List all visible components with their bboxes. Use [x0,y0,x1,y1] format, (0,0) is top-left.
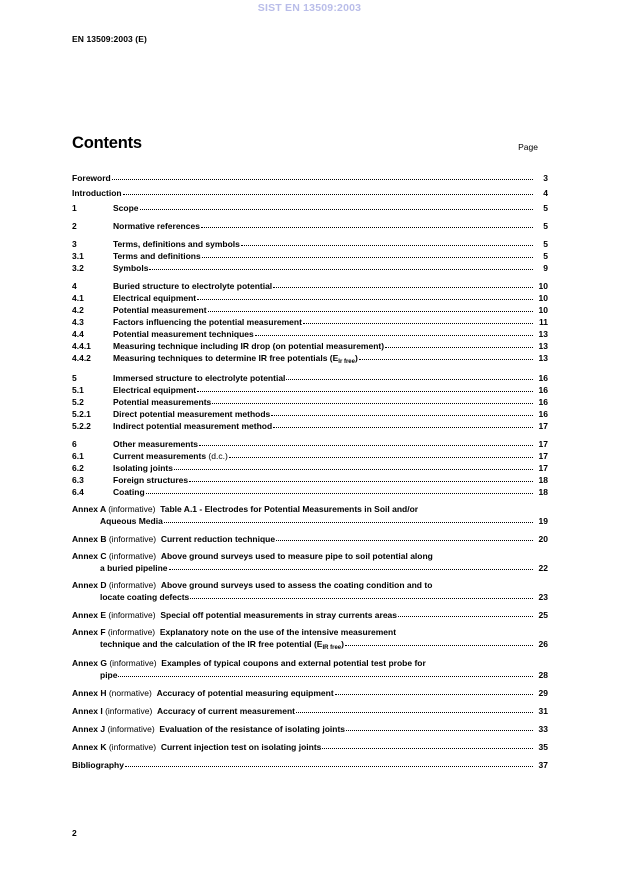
toc-entry[interactable] [72,280,548,292]
toc-entry-number: 5.2 [72,397,84,407]
toc-entry-label: Introduction [72,188,122,198]
toc-entry-label: Foreign structures [113,475,189,485]
toc-entry-label: Buried structure to electrolyte potential [113,281,273,291]
toc-page-number: 28 [538,670,548,680]
toc-entry-number: 4.4.2 [72,353,91,363]
dot-leader [146,486,533,495]
toc-entry-label: Direct potential measurement methods [113,409,271,419]
annex-kind: (normative) [108,688,157,698]
annex-title: Current reduction technique [160,534,276,544]
toc-page-number: 5 [543,251,548,261]
bibliography-label: Bibliography [72,760,124,770]
toc-entry[interactable] [72,384,548,396]
toc-entry-label: Immersed structure to electrolyte potential [113,373,286,383]
annex-name: Annex J [72,724,108,734]
dot-leader [345,638,533,647]
annex-title: Accuracy of current measurement [157,706,295,716]
annex-kind: (informative) [109,658,162,668]
toc-annex-entry[interactable] [72,658,548,681]
annex-title: Current injection test on isolating joints [160,742,322,752]
toc-page-number: 18 [538,487,548,497]
toc-entry-label: Potential measurement [113,305,207,315]
toc-entry-number: 6 [72,439,77,449]
toc-page-number: 5 [543,203,548,213]
toc-page-number: 13 [538,341,548,351]
dot-leader [335,687,533,696]
toc-entry[interactable] [72,187,548,199]
annex-title-line-2: technique and the calculation of the IR free potential $(E_{IR free})$ 26 [100,639,548,651]
toc-entry-number: 3.2 [72,263,84,273]
toc-page-number: 16 [538,397,548,407]
toc-page-number: 4 [543,188,548,198]
toc-page-number: 25 [538,610,548,620]
annex-name: Annex C [72,551,109,561]
toc-entry-number: 5.2.1 [72,409,91,419]
dot-leader [123,187,533,196]
toc-entry-label: Factors influencing the potential measurement [113,317,302,327]
toc-annex-entry[interactable] [72,705,548,717]
annex-kind: (informative) [105,706,158,716]
annex-kind: (informative) [108,504,161,514]
dot-leader [208,304,533,313]
toc-page-number: 17 [538,421,548,431]
toc-entry-label: Current measurements (d.c.) [113,451,228,461]
dot-leader [229,450,533,459]
dot-leader [303,316,533,325]
toc-page-number: 17 [538,451,548,461]
toc-page-number: 17 [538,463,548,473]
toc-entry-number: 5 [72,373,77,383]
annex-label [72,610,397,621]
footer-page-number: 2 [72,828,77,838]
annex-name: Annex E [72,610,109,620]
toc-page-number: 11 [539,317,548,327]
toc-annex-entry[interactable] [72,551,548,574]
dot-leader [199,438,533,447]
toc-entry[interactable] [72,352,548,366]
document-watermark: SIST EN 13509:2003 [257,2,362,14]
annex-name: Annex I [72,706,106,716]
annex-label [72,534,275,545]
annex-title: Accuracy of potential measuring equipment [156,688,334,698]
toc-page-number: 9 [543,263,548,273]
annex-name: Annex A [72,504,109,514]
dot-leader [359,352,533,361]
dot-leader [189,474,533,483]
dot-leader [276,533,533,542]
toc-entry-number: 5.1 [72,385,84,395]
toc-bibliography-entry[interactable] [72,759,548,771]
toc-entry-label: Electrical equipment [113,293,197,303]
toc-page-number: 26 [538,639,548,649]
toc-entry[interactable] [72,340,548,352]
annex-title-line-2: Aqueous Media 19 [100,516,548,526]
toc-page-number: 16 [538,385,548,395]
annex-title-line-1: Annex A (informative) Table A.1 - Electrodes for Potential Measurements in Soil and/or [72,504,419,514]
toc-entry-label: Measuring techniques to determine IR free potentials $(E_{Ir free})$ [113,353,358,365]
toc-entry-number: 6.2 [72,463,84,473]
toc-annex-entry[interactable] [72,741,548,753]
toc-entry-label: Foreword [72,173,111,183]
annex-label [72,724,345,735]
toc-entry-label: Potential measurement techniques [113,329,254,339]
dot-leader [174,462,533,471]
toc-entry[interactable] [72,450,548,462]
dot-leader [273,420,533,429]
toc-annex-entry[interactable] [72,627,548,652]
contents-heading-block [72,134,548,153]
annex-title-line-2: a buried pipeline 22 [100,563,548,573]
annex-title: Evaluation of the resistance of isolating joints [159,724,346,734]
annex-name: Annex B [72,534,109,544]
toc-annex-entry[interactable] [72,687,548,699]
page-column-header: Page [518,142,538,152]
toc-entry-label: Coating [113,487,145,497]
toc-entry-number: 1 [72,203,77,213]
toc-page-number: 10 [538,305,548,315]
dot-leader [169,562,533,571]
dot-leader [118,669,533,678]
toc-entry[interactable] [72,420,548,432]
annex-kind: (informative) [108,551,161,561]
toc-entry-number: 6.3 [72,475,84,485]
toc-entry[interactable] [72,372,548,384]
toc-entry[interactable] [72,304,548,316]
toc-entry-number: 6.1 [72,451,84,461]
toc-entry[interactable] [72,220,548,232]
toc-page-number: 13 [538,353,548,363]
toc-entry-number: 5.2.2 [72,421,91,431]
annex-label [72,688,334,699]
toc-page-number: 37 [538,760,548,770]
toc-annex-entry[interactable] [72,609,548,621]
dot-leader [346,723,533,732]
toc-annex-entry[interactable] [72,533,548,545]
toc-entry-label: Isolating joints [113,463,173,473]
toc-annex-entry[interactable] [72,580,548,603]
dot-leader [385,340,533,349]
annex-name: Annex G [72,658,110,668]
toc-page-number: 17 [538,439,548,449]
toc-entry-label: Normative references [113,221,200,231]
annex-name: Annex H [72,688,109,698]
toc-entry-label: Symbols [113,263,149,273]
toc-entry[interactable] [72,462,548,474]
toc-page-number: 18 [538,475,548,485]
page-title: Contents [72,134,142,152]
annex-title: Special off potential measurements in stray currents areas [160,610,398,620]
document-reference-header: EN 13509:2003 (E) [72,34,147,44]
annex-name: Annex F [72,627,108,637]
toc-annex-entry[interactable] [72,723,548,735]
toc-page-number: 33 [538,724,548,734]
dot-leader [112,172,533,181]
dot-leader [125,759,533,768]
toc-entry[interactable] [72,316,548,328]
dot-leader [140,202,533,211]
toc-entry-number: 3 [72,239,77,249]
annex-title-line-1: Annex F (informative) Explanatory note on the use of the intensive measurement [72,627,397,637]
dot-leader [322,741,533,750]
toc-entry-label: Scope [113,203,139,213]
toc-entry-label: Potential measurements [113,397,212,407]
annex-kind: (informative) [108,534,161,544]
dot-leader [197,384,533,393]
toc-page-number: 16 [538,373,548,383]
toc-page-number: 29 [538,688,548,698]
annex-title-line-1: Annex D (informative) Above ground surveys used to assess the coating condition and to [72,580,433,590]
dot-leader [212,396,533,405]
dot-leader [398,609,533,618]
toc-entry-label: Other measurements [113,439,199,449]
annex-name: Annex D [72,580,109,590]
toc-entry[interactable] [72,396,548,408]
toc-entry-number: 4.4 [72,329,84,339]
toc-page-number: 5 [543,239,548,249]
toc-entry[interactable] [72,328,548,340]
toc-entry-label: Terms, definitions and symbols [113,239,240,249]
toc-entry-number: 2 [72,221,77,231]
dot-leader [190,591,533,600]
annex-kind: (informative) [108,580,161,590]
dot-leader [286,372,533,381]
annex-title-line-2: pipe 28 [100,670,548,680]
toc-entry-label: Measuring technique including IR drop (on potential measurement) [113,341,385,351]
annex-title-line-1: Annex G (informative) Examples of typical coupons and external potential test probe for [72,658,426,668]
toc-entry-label: Terms and definitions [113,251,201,261]
toc-entry[interactable] [72,238,548,250]
toc-entry[interactable] [72,408,548,420]
dot-leader [197,292,533,301]
toc-page-number: 13 [538,329,548,339]
toc-entry[interactable] [72,250,548,262]
toc-page-number: 31 [538,706,548,716]
toc-entry[interactable] [72,202,548,214]
annex-name: Annex K [72,742,109,752]
toc-page-number: 19 [538,516,548,526]
dot-leader [255,328,533,337]
annex-title-line-1: Annex C (informative) Above ground surveys used to measure pipe to soil potential along [72,551,433,561]
toc-entry-number: 3.1 [72,251,84,261]
annex-kind: (informative) [108,610,161,620]
toc-entry[interactable] [72,486,548,498]
toc-page-number: 35 [538,742,548,752]
dot-leader [273,280,533,289]
annex-kind: (informative) [107,724,160,734]
toc-entry[interactable] [72,438,548,450]
toc-page-number: 5 [543,221,548,231]
toc-entry[interactable] [72,292,548,304]
annex-title-line-2: locate coating defects 23 [100,592,548,602]
toc-entry-number: 6.4 [72,487,84,497]
toc-entry-label: Indirect potential measurement method [113,421,273,431]
toc-entry-number: 4 [72,281,77,291]
dot-leader [241,238,533,247]
annex-label [72,706,295,717]
dot-leader [271,408,533,417]
table-of-contents [72,172,548,771]
toc-page-number: 23 [538,592,548,602]
toc-page-number: 10 [538,293,548,303]
toc-page-number: 3 [543,173,548,183]
toc-page-number: 22 [538,563,548,573]
toc-entry-number: 4.4.1 [72,341,91,351]
toc-entry-label: Electrical equipment [113,385,197,395]
toc-annex-entry[interactable] [72,504,548,527]
dot-leader [296,705,533,714]
toc-entry-number: 4.1 [72,293,84,303]
annex-label [72,742,321,753]
annex-kind: (informative) [107,627,160,637]
dot-leader [201,220,533,229]
toc-page-number: 16 [538,409,548,419]
dot-leader [202,250,533,259]
toc-entry-number: 4.3 [72,317,84,327]
toc-page-number: 20 [538,534,548,544]
toc-entry[interactable] [72,474,548,486]
toc-entry-number: 4.2 [72,305,84,315]
toc-page-number: 10 [538,281,548,291]
toc-entry[interactable] [72,262,548,274]
annex-kind: (informative) [108,742,161,752]
dot-leader [164,515,533,524]
toc-entry[interactable] [72,172,548,184]
dot-leader [149,262,533,271]
